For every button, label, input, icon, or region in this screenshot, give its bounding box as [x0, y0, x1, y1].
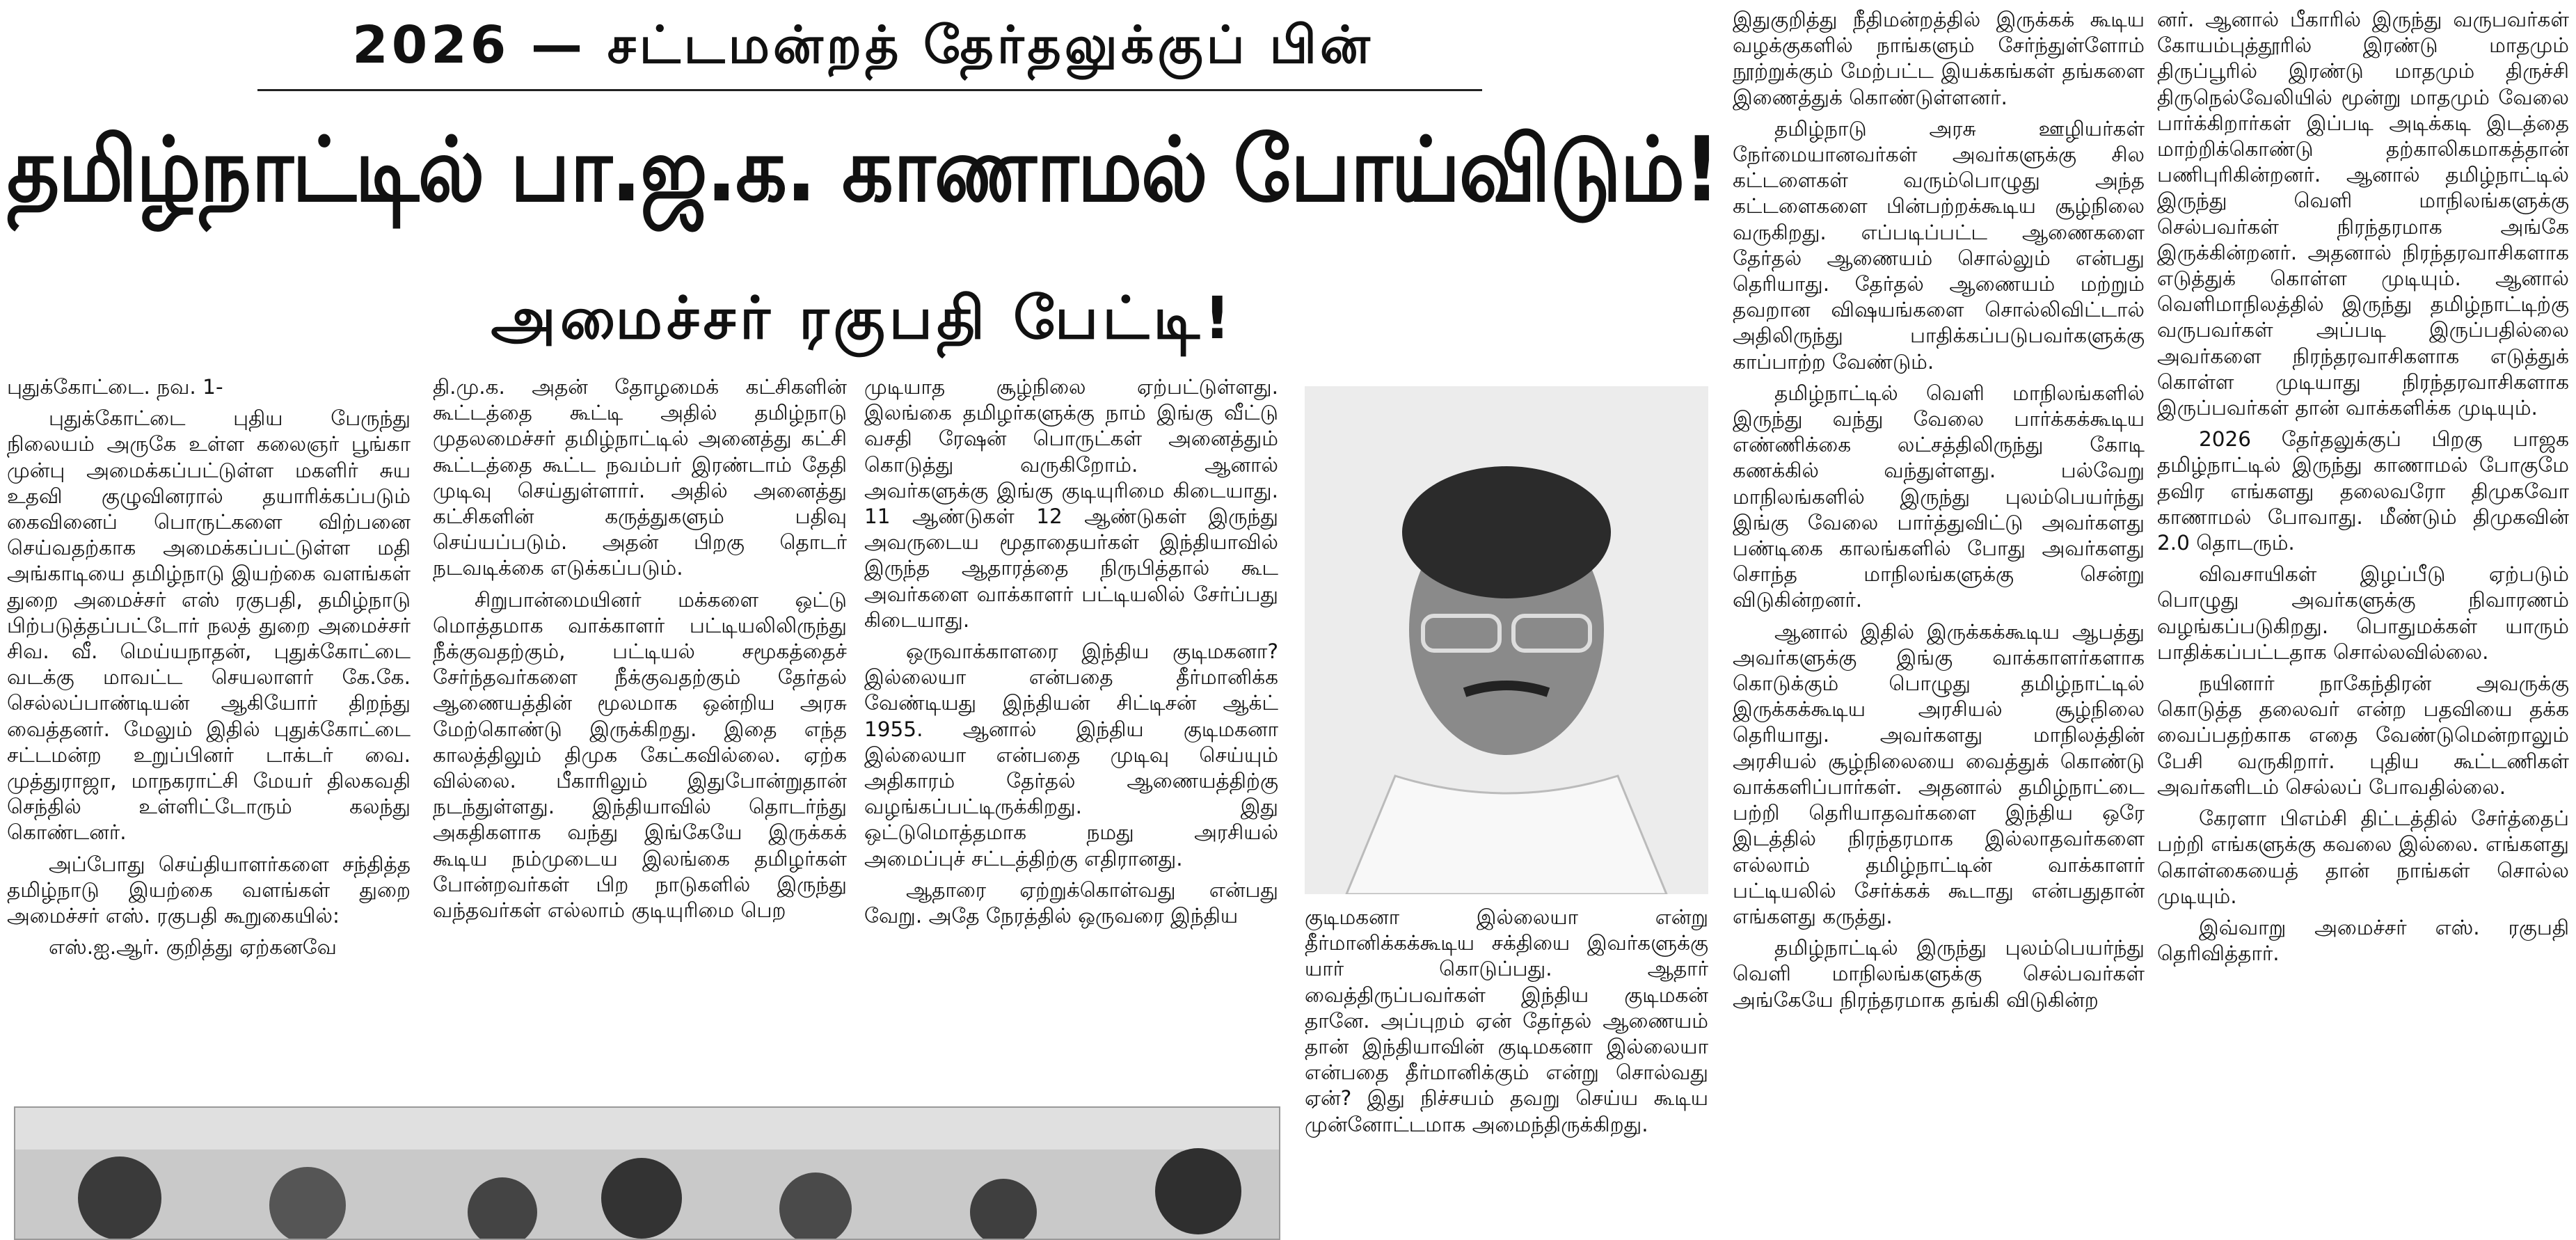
event-crowd-photo	[14, 1106, 1280, 1240]
paragraph: இவ்வாறு அமைச்சர் எஸ். ரகுபதி தெரிவித்தார்.	[2157, 915, 2569, 966]
paragraph: தமிழ்நாட்டில் இருந்து புலம்பெயர்ந்து வெளி மாநிலங்களுக்கு செல்பவர்கள் அங்கேயே நிரந்தரமாக தங்கி விடுகின்ற	[1733, 936, 2145, 1012]
paragraph: தி.மு.க. அதன் தோழமைக் கட்சிகளின் கூட்டத்தை கூட்டி அதில் தமிழ்நாடு முதலமைச்சர் தமிழ்நாட்டில் அனைத்து கட்சி கூட்டத்தை கூட்ட நவம்பர் இரண்டாம் தேதி முடிவு செய்துள்ளார். அதில் அனைத்து கட்சிகளின் கருத்துகளும் பதிவு செய்யப்படும். அதன் பிறகு தொடர் நடவடிக்கை எடுக்கப்படும்.	[433, 375, 847, 580]
paragraph: தமிழ்நாட்டில் வெளி மாநிலங்களில் இருந்து வந்து வேலை பார்க்கக்கூடிய எண்ணிக்கை லட்சத்திலிருந்து கோடி கணக்கில் வந்துள்ளது. பல்வேறு மாநிலங்களில் இருந்து புலம்பெயர்ந்து இங்கு வேலை பார்த்துவிட்டு அவர்களது பண்டிகை காலங்களில் போது அவர்களது சொந்த மாநிலங்களுக்கு சென்று விடுகின்றனர்.	[1733, 381, 2145, 612]
paragraph: கேரளா பிஎம்சி திட்டத்தில் சேர்த்தைப் பற்றி எங்களுக்கு கவலை இல்லை. எங்களது கொள்கையைத் தான் நாங்கள் சொல்ல முடியும்.	[2157, 806, 2569, 908]
dateline: புதுக்கோட்டை. நவ. 1-	[7, 375, 223, 399]
crowd-illustration	[15, 1108, 1280, 1240]
kicker-underline	[257, 89, 1482, 91]
paragraph: எஸ்.ஐ.ஆர். குறித்து ஏற்கனவே	[49, 935, 337, 960]
paragraph: சிறுபான்மையினர் மக்களை ஒட்டு மொத்தமாக வாக்காளர் பட்டியலிலிருந்து நீக்குவதற்கும், பட்டியல் சமூகத்தைச் சேர்ந்தவர்களை நீக்குவதற்கும் தேர்தல் ஆணையத்தின் மூலமாக ஒன்றிய அரசு மேற்கொண்டு இருக்கிறது. இதை எந்த காலத்திலும் திமுக கேட்கவில்லை. ஏற்க வில்லை. பீகாரிலும் இதுபோன்றுதான் நடந்துள்ளது. இந்தியாவில் தொடர்ந்து அகதிகளாக வந்து இங்கேயே இருக்கக் கூடிய நம்முடைய இலங்கை தமிழர்கள் போன்றவர்கள் பிற நாடுகளில் இருந்து வந்தவர்கள் எல்லாம் குடியுரிமை பெற	[433, 587, 847, 923]
paragraph: நயினார் நாகேந்திரன் அவருக்கு கொடுத்த தலைவர் என்ற பதவியை தக்க வைப்பதற்காக எதை வேண்டுமென்றாலும் பேசி வருகிறார். புதிய கூட்டணிகள் அவர்களிடம் செல்லப் போவதில்லை.	[2157, 671, 2569, 799]
kicker-headline: 2026 — சட்டமன்றத் தேர்தலுக்குப் பின்	[352, 15, 1374, 75]
paragraph: குடிமகனா இல்லையா என்று தீர்மானிக்கக்கூடிய சக்தியை இவர்களுக்கு யார் கொடுப்பது. ஆதார் வைத்திருப்பவர்கள் இந்திய குடிமகன் தானே. அப்புறம் ஏன் தேர்தல் ஆணையம் தான் இந்தியாவின் குடிமகனா இல்லையா என்பதை தீர்மானிக்கும் என்று சொல்வது ஏன்? இது நிச்சயம் தவறு செய்ய கூடிய முன்னோட்டமாக அமைந்திருக்கிறது.	[1305, 905, 1708, 1136]
paragraph: விவசாயிகள் இழப்பீடு ஏற்படும் பொழுது அவர்களுக்கு நிவாரணம் வழங்கப்படுகிறது. பொதுமக்கள் யாரும் பாதிக்கப்பட்டதாக சொல்லவில்லை.	[2157, 562, 2569, 664]
paragraph: ஆதாரை ஏற்றுக்கொள்வது என்பது வேறு. அதே நேரத்தில் ஒருவரை இந்திய	[864, 877, 1278, 928]
paragraph: னர். ஆனால் பீகாரில் இருந்து வருபவர்கள் கோயம்புத்தூரில் இரண்டு மாதமும் திருப்பூரில் இரண்டு மாதமும் திருச்சி திருநெல்வேலியில் மூன்று மாதமும் வேலை பார்க்கிறார்கள் இப்படி அடிக்கடி இடத்தை மாற்றிக்கொண்டு தற்காலிகமாகத்தான் பணிபுரிகின்றனர். ஆனால் தமிழ்நாட்டில் இருந்து வெளி மாநிலங்களுக்கு செல்பவர்கள் நிரந்தரமாக அங்கே இருக்கின்றனர். அதனால் நிரந்தரவாசிகளாக எடுத்துக் கொள்ள முடியும். ஆனால் வெளிமாநிலத்தில் இருந்து தமிழ்நாட்டிற்கு வருபவர்கள் அப்படி இருப்பதில்லை அவர்களை நிரந்தரவாசிகளாக எடுத்துக் கொள்ள முடியாது நிரந்தரவாசிகளாக இருப்பவர்கள் தான் வாக்களிக்க முடியும்.	[2157, 8, 2569, 420]
paragraph: புதுக்கோட்டை புதிய பேருந்து நிலையம் அருகே உள்ள கலைஞர் பூங்கா முன்பு அமைக்கப்பட்டுள்ள மகளிர் சுய உதவி குழுவினரால் தயாரிக்கப்படும் கைவினைப் பொருட்களை விற்பனை செய்வதற்காக அமைக்கப்பட்டுள்ள மதி அங்காடியை தமிழ்நாடு இயற்கை வளங்கள் துறை அமைச்சர் எஸ் ரகுபதி, தமிழ்நாடு பிற்படுத்தப்பட்டோர் நலத் துறை அமைச்சர் சிவ. வீ. மெய்யநாதன், புதுக்கோட்டை வடக்கு மாவட்ட செயலாளர் கே.கே. செல்லப்பாண்டியன் ஆகியோர் திறந்து வைத்தனர். மேலும் இதில் புதுக்கோட்டை சட்டமன்ற உறுப்பினர் டாக்டர் வை. முத்துராஜா, மாநகராட்சி மேயர் திலகவதி செந்தில் உள்ளிட்டோரும் கலந்து கொண்டனர்.	[7, 406, 411, 845]
paragraph: தமிழ்நாடு அரசு ஊழியர்கள் நேர்மையானவர்கள் அவர்களுக்கு சில கட்டளைகள் வரும்பொழுது அந்த கட்டளைகளை பின்பற்றக்கூடிய சூழ்நிலை வருகிறது. எப்படிப்பட்ட ஆணைகளை தேர்தல் ஆணையம் சொல்லும் என்பது தெரியாது. தேர்தல் ஆணையம் மற்றும் தவறான விஷயங்களை சொல்லிவிட்டால் அதிலிருந்து பாதிக்கப்படுபவர்களுக்கு காப்பாற்ற வேண்டும்.	[1733, 116, 2145, 374]
article-column-3	[864, 374, 1278, 1091]
paragraph: அப்போது செய்தியாளர்களை சந்தித்த தமிழ்நாடு இயற்கை வளங்கள் துறை அமைச்சர் எஸ். ரகுபதி கூறுகையில்:	[7, 852, 411, 928]
article-column-6	[2157, 7, 2569, 1240]
minister-portrait-photo	[1305, 386, 1708, 894]
article-column-5	[1733, 7, 2145, 1240]
paragraph: இதுகுறித்து நீதிமன்றத்தில் இருக்கக் கூடிய வழக்குகளில் நாங்களும் சேர்ந்துள்ளோம் நூற்றுக்கும் மேற்பட்ட இயக்கங்கள் தங்களை இணைத்துக் கொண்டுள்ளனர்.	[1733, 8, 2145, 109]
paragraph: 2026 தேர்தலுக்குப் பிறகு பாஜக தமிழ்நாட்டில் இருந்து காணாமல் போகுமே தவிர எங்களது தலைவரோ திமுகவோ காணாமல் போவாது. மீண்டும் திமுகவின் 2.0 தொடரும்.	[2157, 427, 2569, 555]
paragraph: முடியாத சூழ்நிலை ஏற்பட்டுள்ளது. இலங்கை தமிழர்களுக்கு நாம் இங்கு வீட்டு வசதி ரேஷன் பொருட்கள் அனைத்தும் கொடுத்து வருகிறோம். ஆனால் அவர்களுக்கு இங்கு குடியுரிமை கிடையாது. 11 ஆண்டுகள் 12 ஆண்டுகள் இருந்து அவருடைய மூதாதையர்கள் இந்தியாவில் இருந்த ஆதாரத்தை நிருபித்தால் கூட அவர்களை வாக்காளர் பட்டியலில் சேர்ப்பது கிடையாது.	[864, 375, 1278, 632]
main-headline: தமிழ்நாட்டில் பா.ஜ.க. காணாமல் போய்விடும்!	[7, 118, 1719, 222]
paragraph: ஆனால் இதில் இருக்கக்கூடிய ஆபத்து அவர்களுக்கு இங்கு வாக்காளர்களாக கொடுக்கும் பொழுது தமிழ்நாட்டில் இருக்கக்கூடிய அரசியல் சூழ்நிலை தெரியாது. அவர்களது மாநிலத்தின் அரசியல் சூழ்நிலையை வைத்துக் கொண்டு வாக்களிப்பார்கள். அதனால் தமிழ்நாட்டை பற்றி தெரியாதவர்களை இந்திய ஒரே இடத்தில் நிரந்தரமாக இல்லாதவர்களை எல்லாம் தமிழ்நாட்டின் வாக்காளர் பட்டியலில் சேர்க்கக் கூடாது என்பதுதான் எங்களது கருத்து.	[1733, 619, 2145, 928]
article-column-4	[1305, 905, 1708, 1239]
subheadline: அமைச்சர் ரகுபதி பேட்டி!	[491, 284, 1235, 352]
article-column-2	[433, 374, 847, 1091]
article-column-1	[7, 374, 411, 1091]
paragraph: ஒருவாக்காளரை இந்திய குடிமகனா? இல்லையா என்பதை தீர்மானிக்க வேண்டியது இந்தியன் சிட்டிசன் ஆக்ட் 1955. ஆனால் இந்திய குடிமகனா இல்லையா என்பதை முடிவு செய்யும் அதிகாரம் தேர்தல் ஆணையத்திற்கு வழங்கப்பட்டிருக்கிறது. இது ஒட்டுமொத்தமாக நமது அரசியல் அமைப்புச் சட்டத்திற்கு எதிரானது.	[864, 639, 1278, 871]
portrait-illustration	[1305, 386, 1708, 894]
